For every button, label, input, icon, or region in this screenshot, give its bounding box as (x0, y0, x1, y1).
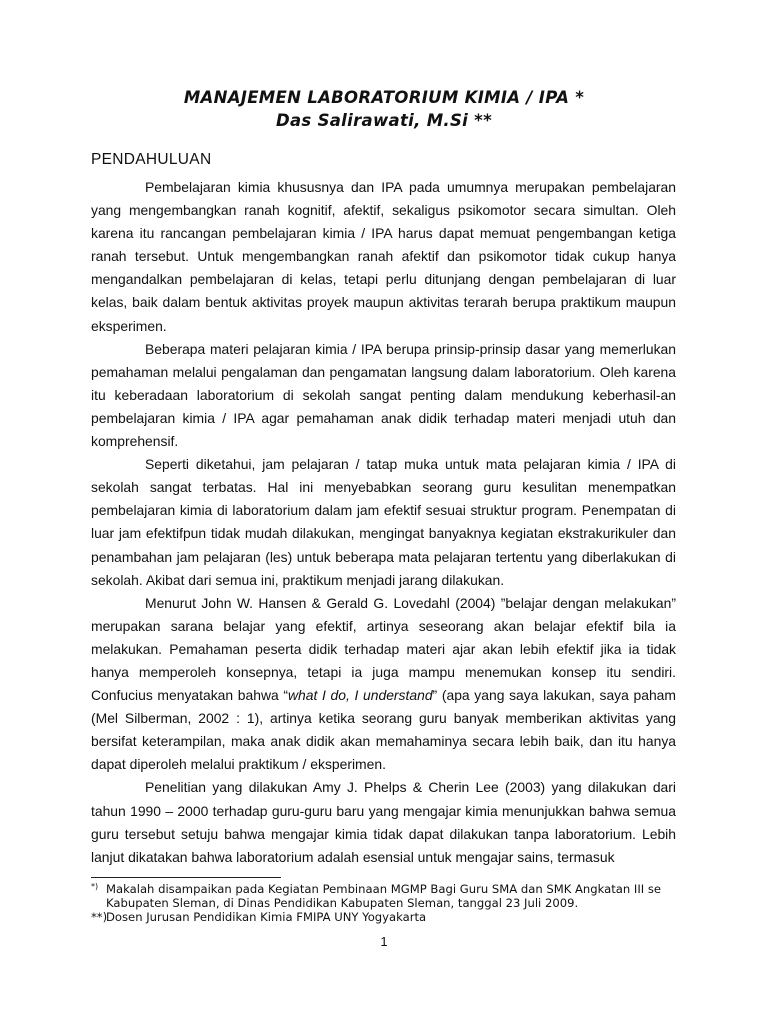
document-title: MANAJEMEN LABORATORIUM KIMIA / IPA * (183, 88, 585, 107)
paragraph: Seperti diketahui, jam pelajaran / tatap muka untuk mata pelajaran kimia / IPA di sekolah sangat terbatas. Hal ini menyebabkan seorang guru kesulitan menempatkan pembelajaran kimia di laboratorium dalam jam efektif sesuai struktur program. Penempatan di luar jam efektifpun tidak mudah dilakukan, mengingat banyaknya kegiatan ekstrakurikuler dan penambahan jam pelajaran (les) untuk beberapa mata pelajaran tertentu yang diberlakukan di sekolah. Akibat dari semua ini, praktikum menjadi jarang dilakukan. (91, 456, 676, 588)
footnote-divider (91, 877, 281, 878)
footnote-text: Makalah disampaikan pada Kegiatan Pembinaan MGMP Bagi Guru SMA dan SMK Angkatan III se Kabupaten Sleman, di Dinas Pendidikan Kabupaten Sleman, tanggal 23 Juli 2009. (106, 882, 662, 910)
paragraph: Beberapa materi pelajaran kimia / IPA berupa prinsip-prinsip dasar yang memerlukan pemahaman melalui pengalaman dan pengamatan langsung dalam laboratorium. Oleh karena itu keberadaan laboratorium di sekolah sangat penting dalam mendukung keberhasil-an pembelajaran kimia / IPA agar pemahaman anak didik terhadap materi menjadi utuh dan komprehensif. (91, 340, 676, 450)
footnote-text: Dosen Jurusan Pendidikan Kimia FMIPA UNY Yogyakarta (106, 910, 427, 924)
quote-italic: what I do, I understand (288, 687, 433, 704)
footnote (91, 910, 691, 924)
footnote-mark: **) (91, 910, 108, 924)
section-heading: PENDAHULUAN (91, 151, 212, 168)
paragraph: Penelitian yang dilakukan Amy J. Phelps & Cherin Lee (2003) yang dilakukan dari tahun 1990 – 2000 terhadap guru-guru baru yang mengajar kimia menunjukkan bahwa semua guru tersebut setuju bahwa mengajar kimia tidak dapat dilakukan tanpa laboratorium. Lebih lanjut dikatakan bahwa laboratorium adalah esensial untuk mengajar sains, termasuk (91, 779, 676, 865)
author-name: Das Salirawati, M.Si ** (275, 111, 493, 130)
footnote (91, 882, 691, 910)
paragraph: Pembelajaran kimia khususnya dan IPA pada umumnya merupakan pembelajaran yang mengembangkan ranah kognitif, afektif, sekaligus psikomotor secara simultan. Oleh karena itu rancangan pembelajaran kimia / IPA harus dapat memuat pengembangan ketiga ranah tersebut. Untuk mengembangkan ranah afektif dan psikomotor tidak cukup hanya mengandalkan pembelajaran di kelas, tetapi perlu ditunjang dengan pembelajaran di luar kelas, baik dalam bentuk aktivitas proyek maupun aktivitas terarah berupa praktikum maupun eksperimen. (91, 179, 676, 334)
paragraph-text: ” (apa yang saya lakukan, saya paham (Mel Silberman, 2002 : 1), artinya ketika seorang guru banyak memberikan aktivitas yang bersifat keterampilan, maka anak didik akan memahaminya secara lebih baik, dan itu hanya dapat diperoleh melalui praktikum / eksperimen. (91, 687, 676, 773)
footnotes (91, 882, 691, 924)
paragraph-text: Menurut John W. Hansen & Gerald G. Lovedahl (2004) ”belajar dengan melakukan” merupakan sarana belajar yang efektif, artinya seseorang akan belajar efektif bila ia melakukan. Pemahaman peserta didik terhadap materi ajar akan lebih efektif jika ia tidak hanya memperoleh konsepnya, tetapi ia juga mampu menemukan konsep itu sendiri. Confucius menyatakan bahwa “ (91, 594, 676, 704)
body-text (91, 176, 676, 869)
paragraph (91, 592, 676, 777)
page-number: 1 (380, 934, 388, 949)
footnote-mark: *) (91, 882, 99, 891)
